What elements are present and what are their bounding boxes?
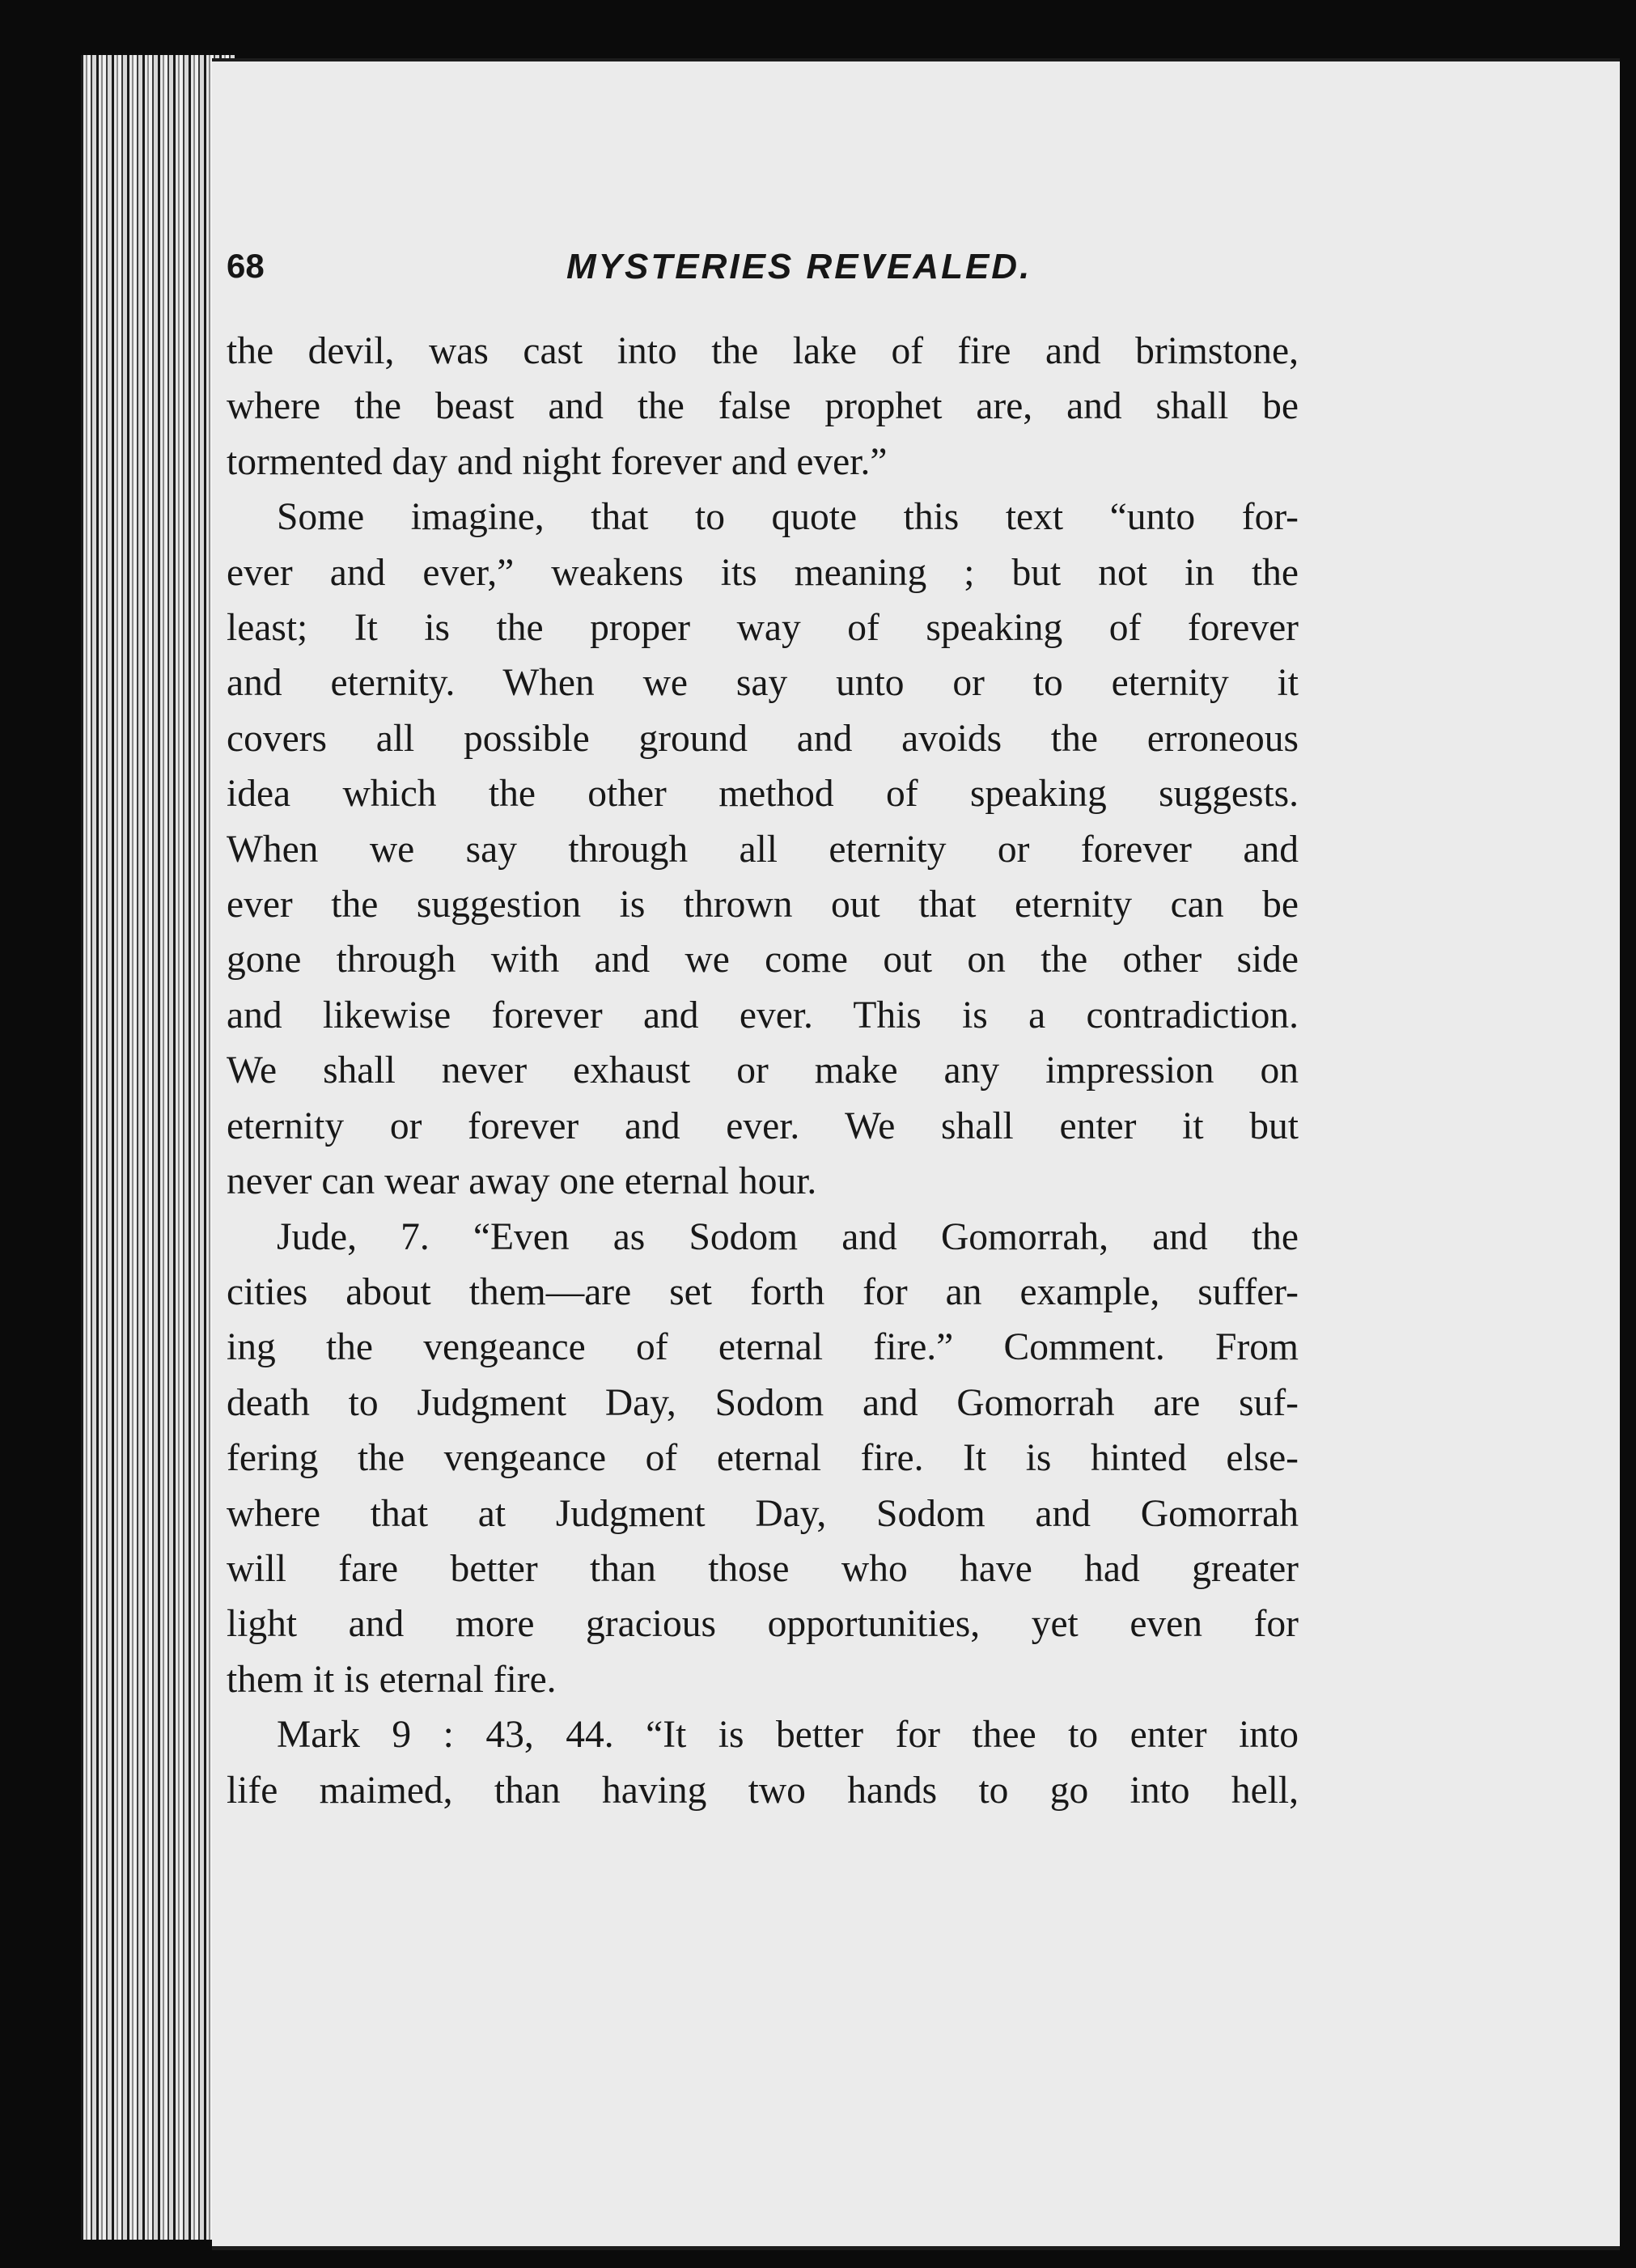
text-line: and eternity. When we say unto or to eternity it (227, 662, 1299, 705)
text-line: Mark 9 : 43, 44. “It is better for thee to enter into (277, 1714, 1299, 1757)
running-head (227, 247, 1303, 295)
text-line: the devil, was cast into the lake of fire and brimstone, (227, 330, 1299, 372)
text-line: ever and ever,” weakens its meaning ; but not in the (227, 551, 1299, 594)
paragraph (227, 490, 1299, 1209)
text-line: Jude, 7. “Even as Sodom and Gomorrah, and the (277, 1215, 1299, 1258)
text-line: where the beast and the false prophet are, and shall be (227, 385, 1299, 428)
text-line: tormented day and night forever and ever.” (227, 440, 888, 483)
page-number: 68 (227, 247, 265, 285)
text-line: never can wear away one eternal hour. (227, 1160, 817, 1203)
text-line: covers all possible ground and avoids the erroneous (227, 717, 1299, 760)
paragraph (227, 1707, 1299, 1818)
text-line: We shall never exhaust or make any impression on (227, 1049, 1299, 1092)
text-line: them it is eternal fire. (227, 1658, 557, 1701)
text-line: death to Judgment Day, Sodom and Gomorrah are suf- (227, 1381, 1299, 1424)
running-title: MYSTERIES REVEALED. (566, 247, 1032, 286)
text-line: will fare better than those who have had greater (227, 1547, 1299, 1590)
text-line: idea which the other method of speaking suggests. (227, 773, 1299, 816)
text-line: life maimed, than having two hands to go into hell, (227, 1769, 1299, 1812)
text-line: light and more gracious opportunities, yet even for (227, 1603, 1299, 1646)
text-line: When we say through all eternity or forever and (227, 828, 1299, 871)
paragraph (227, 324, 1299, 490)
text-line: eternity or forever and ever. We shall enter it but (227, 1104, 1299, 1147)
paragraph (227, 1210, 1299, 1708)
text-line: cities about them—are set forth for an example, suffer- (227, 1270, 1299, 1313)
text-line: ever the suggestion is thrown out that eternity can be (227, 884, 1299, 926)
text-line: ing the vengeance of eternal fire.” Comment. From (227, 1326, 1299, 1369)
text-line: least; It is the proper way of speaking of forever (227, 607, 1299, 650)
text-line: where that at Judgment Day, Sodom and Gomorrah (227, 1492, 1299, 1535)
body-text (227, 324, 1299, 1818)
text-line: gone through with and we come out on the other side (227, 939, 1299, 981)
text-line: Some imagine, that to quote this text “unto for- (277, 496, 1299, 539)
text-line: fering the vengeance of eternal fire. It is hinted else- (227, 1437, 1299, 1480)
text-line: and likewise forever and ever. This is a contradiction. (227, 994, 1299, 1036)
